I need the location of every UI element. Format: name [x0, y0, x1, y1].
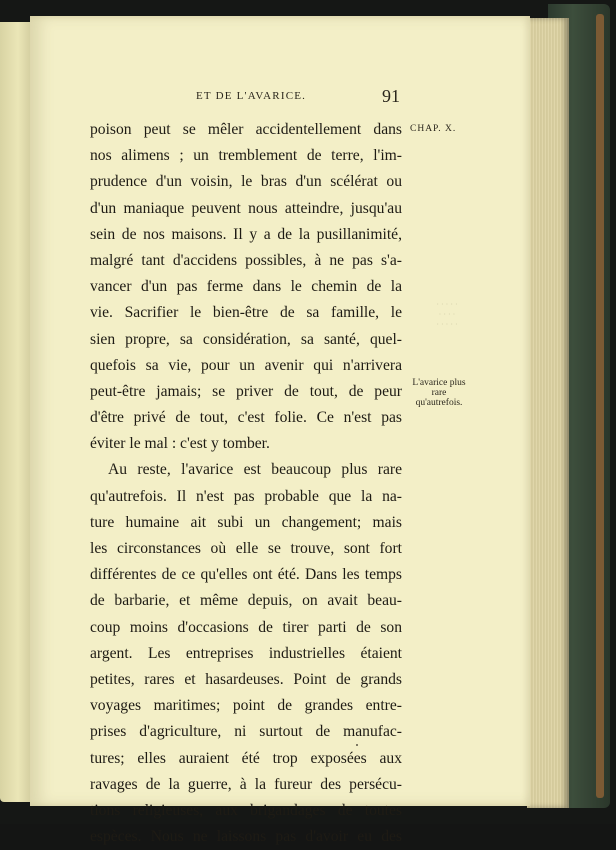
- text-line: éviter le mal : c'est y tomber.: [90, 435, 270, 453]
- facing-page-edge: [0, 22, 30, 802]
- page-stack-edge: [527, 18, 569, 808]
- text-line: les circonstances où elle se trouve, sont fort: [90, 540, 402, 557]
- text-line: tures; elles auraient été trop exposées aux: [90, 749, 402, 767]
- page-number: 91: [382, 86, 400, 106]
- text-line: nos alimens ; un tremblement de terre, l'im-: [90, 147, 402, 165]
- text-line: vancer d'un pas ferme dans le chemin de la: [90, 278, 402, 296]
- margin-note-line: L'avarice plus: [412, 378, 466, 388]
- text-line: ture humaine ait subi un changement; mais: [90, 513, 402, 531]
- avarice-margin-note: [404, 378, 474, 408]
- text-line: prises d'agriculture, ni surtout de manufac-: [90, 723, 402, 741]
- text-line: prudence d'un voisin, le bras d'un scélérat ou: [90, 173, 402, 191]
- text-line: ravages de la guerre, à la fureur des persécu-: [90, 775, 402, 793]
- margin-note-line: qu'autrefois.: [415, 398, 463, 408]
- text-line: sein de nos maisons. Il y a de la pusillanimité,: [90, 225, 402, 243]
- text-line: d'un maniaque peuvent nous atteindre, jusqu'au: [90, 199, 402, 217]
- margin-note-line: rare: [431, 388, 447, 398]
- text-line: argent. Les entreprises industrielles étaient: [90, 644, 402, 662]
- text-line: peut-être jamais; se priver de tout, de peur: [90, 382, 402, 400]
- text-line: malgré tant d'accidens possibles, à ne pas s'a-: [90, 251, 402, 269]
- chapter-margin-note: CHAP. X.: [410, 124, 457, 134]
- text-line: espèces. Nous ne laissons pas d'avoir eu des: [90, 828, 402, 846]
- text-line: voyages maritimes; point de grandes entre-: [90, 697, 402, 715]
- paper-speck: [356, 744, 358, 746]
- text-line: poison peut se mêler accidentellement dans: [90, 121, 402, 138]
- paragraph-start-line: Au reste, l'avarice est beaucoup plus rare: [108, 461, 402, 479]
- text-line: qu'autrefois. Il n'est pas probable que la na-: [90, 487, 402, 505]
- text-line: d'être privé de tout, c'est folie. Ce n'est pas: [90, 409, 402, 427]
- running-head: [0, 86, 616, 108]
- text-line: petites, rares et hasardeuses. Point de grands: [90, 670, 402, 688]
- body-text: [90, 117, 402, 850]
- text-line: tions religieuses, aux brigandages de toutes: [90, 801, 402, 819]
- text-line: quefois sa vie, pour un avenir qui n'arrivera: [90, 356, 402, 374]
- text-line: sien propre, sa considération, sa santé, quel-: [90, 330, 402, 348]
- running-head-title: ET DE L'AVARICE.: [196, 90, 307, 102]
- text-line: vie. Sacrifier le bien-être de sa famille, le: [90, 304, 402, 322]
- text-line: coup moins d'occasions de tirer parti de son: [90, 618, 402, 636]
- text-line: différentes de ce qu'elles ont été. Dans les temps: [90, 566, 402, 584]
- text-line: de barbarie, et même depuis, on avait beau-: [90, 592, 402, 610]
- show-through-text: · · · · · · · · · · · · · ·: [436, 300, 458, 329]
